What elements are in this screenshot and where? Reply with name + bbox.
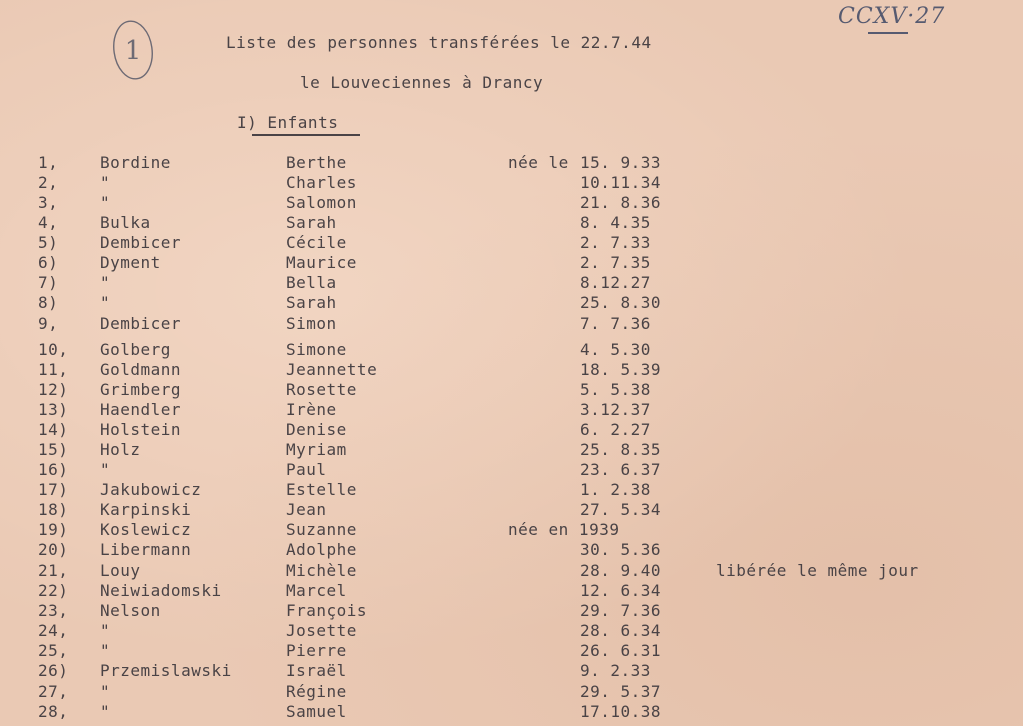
row-number: 2, xyxy=(38,173,59,192)
last-name: Dembicer xyxy=(100,233,182,252)
row-number: 14) xyxy=(38,420,69,439)
first-name: Bella xyxy=(286,273,337,292)
last-name: " xyxy=(100,173,111,192)
first-name: Samuel xyxy=(286,702,347,721)
first-name: Simone xyxy=(286,340,347,359)
list-row xyxy=(0,460,1023,480)
list-row xyxy=(0,420,1023,440)
list-row xyxy=(0,314,1023,334)
row-number: 18) xyxy=(38,500,69,519)
birth-date: 8. 4.35 xyxy=(580,213,651,232)
birth-date: 28. 9.40 xyxy=(580,561,662,580)
birth-date: 10.11.34 xyxy=(580,173,662,192)
row-number: 1, xyxy=(38,153,59,172)
row-number: 21, xyxy=(38,561,69,580)
row-number: 4, xyxy=(38,213,59,232)
birth-date: 26. 6.31 xyxy=(580,641,662,660)
row-number: 22) xyxy=(38,581,69,600)
birth-date: 27. 5.34 xyxy=(580,500,662,519)
birth-date: 29. 7.36 xyxy=(580,601,662,620)
birth-date: 2. 7.35 xyxy=(580,253,651,272)
row-number: 5) xyxy=(38,233,59,252)
birth-date: 5. 5.38 xyxy=(580,380,651,399)
last-name: " xyxy=(100,621,111,640)
birth-date: 4. 5.30 xyxy=(580,340,651,359)
first-name: Pierre xyxy=(286,641,347,660)
document-subtitle: le Louveciennes à Drancy xyxy=(300,73,544,92)
document-title: Liste des personnes transférées le 22.7.44 xyxy=(226,33,652,52)
archive-reference: CCXV·27 xyxy=(838,4,945,29)
last-name: Przemislawski xyxy=(100,661,232,680)
birth-date: 2. 7.33 xyxy=(580,233,651,252)
last-name: Bordine xyxy=(100,153,171,172)
list-row xyxy=(0,193,1023,213)
first-name: Sarah xyxy=(286,293,337,312)
birth-date: 9. 2.33 xyxy=(580,661,651,680)
row-number: 23, xyxy=(38,601,69,620)
list-row xyxy=(0,601,1023,621)
row-number: 15) xyxy=(38,440,69,459)
first-name: Michèle xyxy=(286,561,357,580)
row-number: 26) xyxy=(38,661,69,680)
first-name: Marcel xyxy=(286,581,347,600)
birth-date: 30. 5.36 xyxy=(580,540,662,559)
birth-date: 15. 9.33 xyxy=(580,153,662,172)
birth-date: 28. 6.34 xyxy=(580,621,662,640)
list-row xyxy=(0,153,1023,173)
birth-date: 29. 5.37 xyxy=(580,682,662,701)
first-name: Salomon xyxy=(286,193,357,212)
last-name: " xyxy=(100,702,111,721)
first-name: Cécile xyxy=(286,233,347,252)
first-name: Régine xyxy=(286,682,347,701)
row-number: 20) xyxy=(38,540,69,559)
last-name: " xyxy=(100,273,111,292)
first-name: Paul xyxy=(286,460,327,479)
list-row xyxy=(0,273,1023,293)
birth-date: 21. 8.36 xyxy=(580,193,662,212)
list-row xyxy=(0,702,1023,722)
list-row xyxy=(0,561,1023,581)
last-name: " xyxy=(100,293,111,312)
list-row xyxy=(0,213,1023,233)
first-name: Berthe xyxy=(286,153,347,172)
last-name: Nelson xyxy=(100,601,161,620)
row-number: 24, xyxy=(38,621,69,640)
list-row xyxy=(0,581,1023,601)
list-row xyxy=(0,682,1023,702)
birth-date: 8.12.27 xyxy=(580,273,651,292)
list-row xyxy=(0,480,1023,500)
last-name: Jakubowicz xyxy=(100,480,202,499)
first-name: Rosette xyxy=(286,380,357,399)
section-underline xyxy=(252,134,360,136)
first-name: Adolphe xyxy=(286,540,357,559)
list-row xyxy=(0,500,1023,520)
section-heading: I) Enfants xyxy=(237,113,339,132)
row-number: 10, xyxy=(38,340,69,359)
last-name: Holz xyxy=(100,440,141,459)
list-row xyxy=(0,380,1023,400)
last-name: Neiwiadomski xyxy=(100,581,222,600)
list-row xyxy=(0,293,1023,313)
birth-date: 17.10.38 xyxy=(580,702,662,721)
last-name: Golberg xyxy=(100,340,171,359)
row-number: 27, xyxy=(38,682,69,701)
first-name: Irène xyxy=(286,400,337,419)
last-name: " xyxy=(100,682,111,701)
first-name: Josette xyxy=(286,621,357,640)
row-number: 6) xyxy=(38,253,59,272)
last-name: Holstein xyxy=(100,420,182,439)
last-name: " xyxy=(100,460,111,479)
first-name: Sarah xyxy=(286,213,337,232)
row-number: 12) xyxy=(38,380,69,399)
last-name: Dyment xyxy=(100,253,161,272)
first-name: Jean xyxy=(286,500,327,519)
list-row xyxy=(0,340,1023,360)
birth-date: 25. 8.35 xyxy=(580,440,662,459)
first-name: Israël xyxy=(286,661,347,680)
birth-date: 25. 8.30 xyxy=(580,293,662,312)
first-name: Simon xyxy=(286,314,337,333)
row-number: 17) xyxy=(38,480,69,499)
row-number: 25, xyxy=(38,641,69,660)
row-number: 8) xyxy=(38,293,59,312)
birth-date: 12. 6.34 xyxy=(580,581,662,600)
first-name: Estelle xyxy=(286,480,357,499)
birth-date: 18. 5.39 xyxy=(580,360,662,379)
last-name: " xyxy=(100,193,111,212)
list-row xyxy=(0,520,1023,540)
first-name: Denise xyxy=(286,420,347,439)
birth-label: née le xyxy=(508,153,569,172)
last-name: Bulka xyxy=(100,213,151,232)
list-row xyxy=(0,360,1023,380)
first-name: Myriam xyxy=(286,440,347,459)
last-name: " xyxy=(100,641,111,660)
list-row xyxy=(0,400,1023,420)
row-number: 7) xyxy=(38,273,59,292)
birth-date: 6. 2.27 xyxy=(580,420,651,439)
row-note: libérée le même jour xyxy=(716,561,919,580)
list-row xyxy=(0,641,1023,661)
last-name: Dembicer xyxy=(100,314,182,333)
first-name: Charles xyxy=(286,173,357,192)
row-number: 9, xyxy=(38,314,59,333)
birth-date: 23. 6.37 xyxy=(580,460,662,479)
list-row xyxy=(0,253,1023,273)
row-number: 11, xyxy=(38,360,69,379)
last-name: Koslewicz xyxy=(100,520,192,539)
row-number: 28, xyxy=(38,702,69,721)
last-name: Grimberg xyxy=(100,380,182,399)
birth-date: 1. 2.38 xyxy=(580,480,651,499)
row-number: 16) xyxy=(38,460,69,479)
page-number-text: 1 xyxy=(124,36,142,66)
list-row xyxy=(0,233,1023,253)
list-row xyxy=(0,661,1023,681)
row-number: 13) xyxy=(38,400,69,419)
first-name: François xyxy=(286,601,368,620)
list-row xyxy=(0,540,1023,560)
birth-date: 3.12.37 xyxy=(580,400,651,419)
list-row xyxy=(0,173,1023,193)
list-row xyxy=(0,621,1023,641)
row-number: 3, xyxy=(38,193,59,212)
last-name: Louy xyxy=(100,561,141,580)
first-name: Jeannette xyxy=(286,360,378,379)
first-name: Maurice xyxy=(286,253,357,272)
page-number-circle xyxy=(110,18,156,82)
last-name: Haendler xyxy=(100,400,182,419)
last-name: Karpinski xyxy=(100,500,192,519)
birth-date: 7. 7.36 xyxy=(580,314,651,333)
list-row xyxy=(0,440,1023,460)
first-name: Suzanne xyxy=(286,520,357,539)
last-name: Goldmann xyxy=(100,360,182,379)
row-number: 19) xyxy=(38,520,69,539)
birth-label: née en 1939 xyxy=(508,520,620,539)
last-name: Libermann xyxy=(100,540,192,559)
